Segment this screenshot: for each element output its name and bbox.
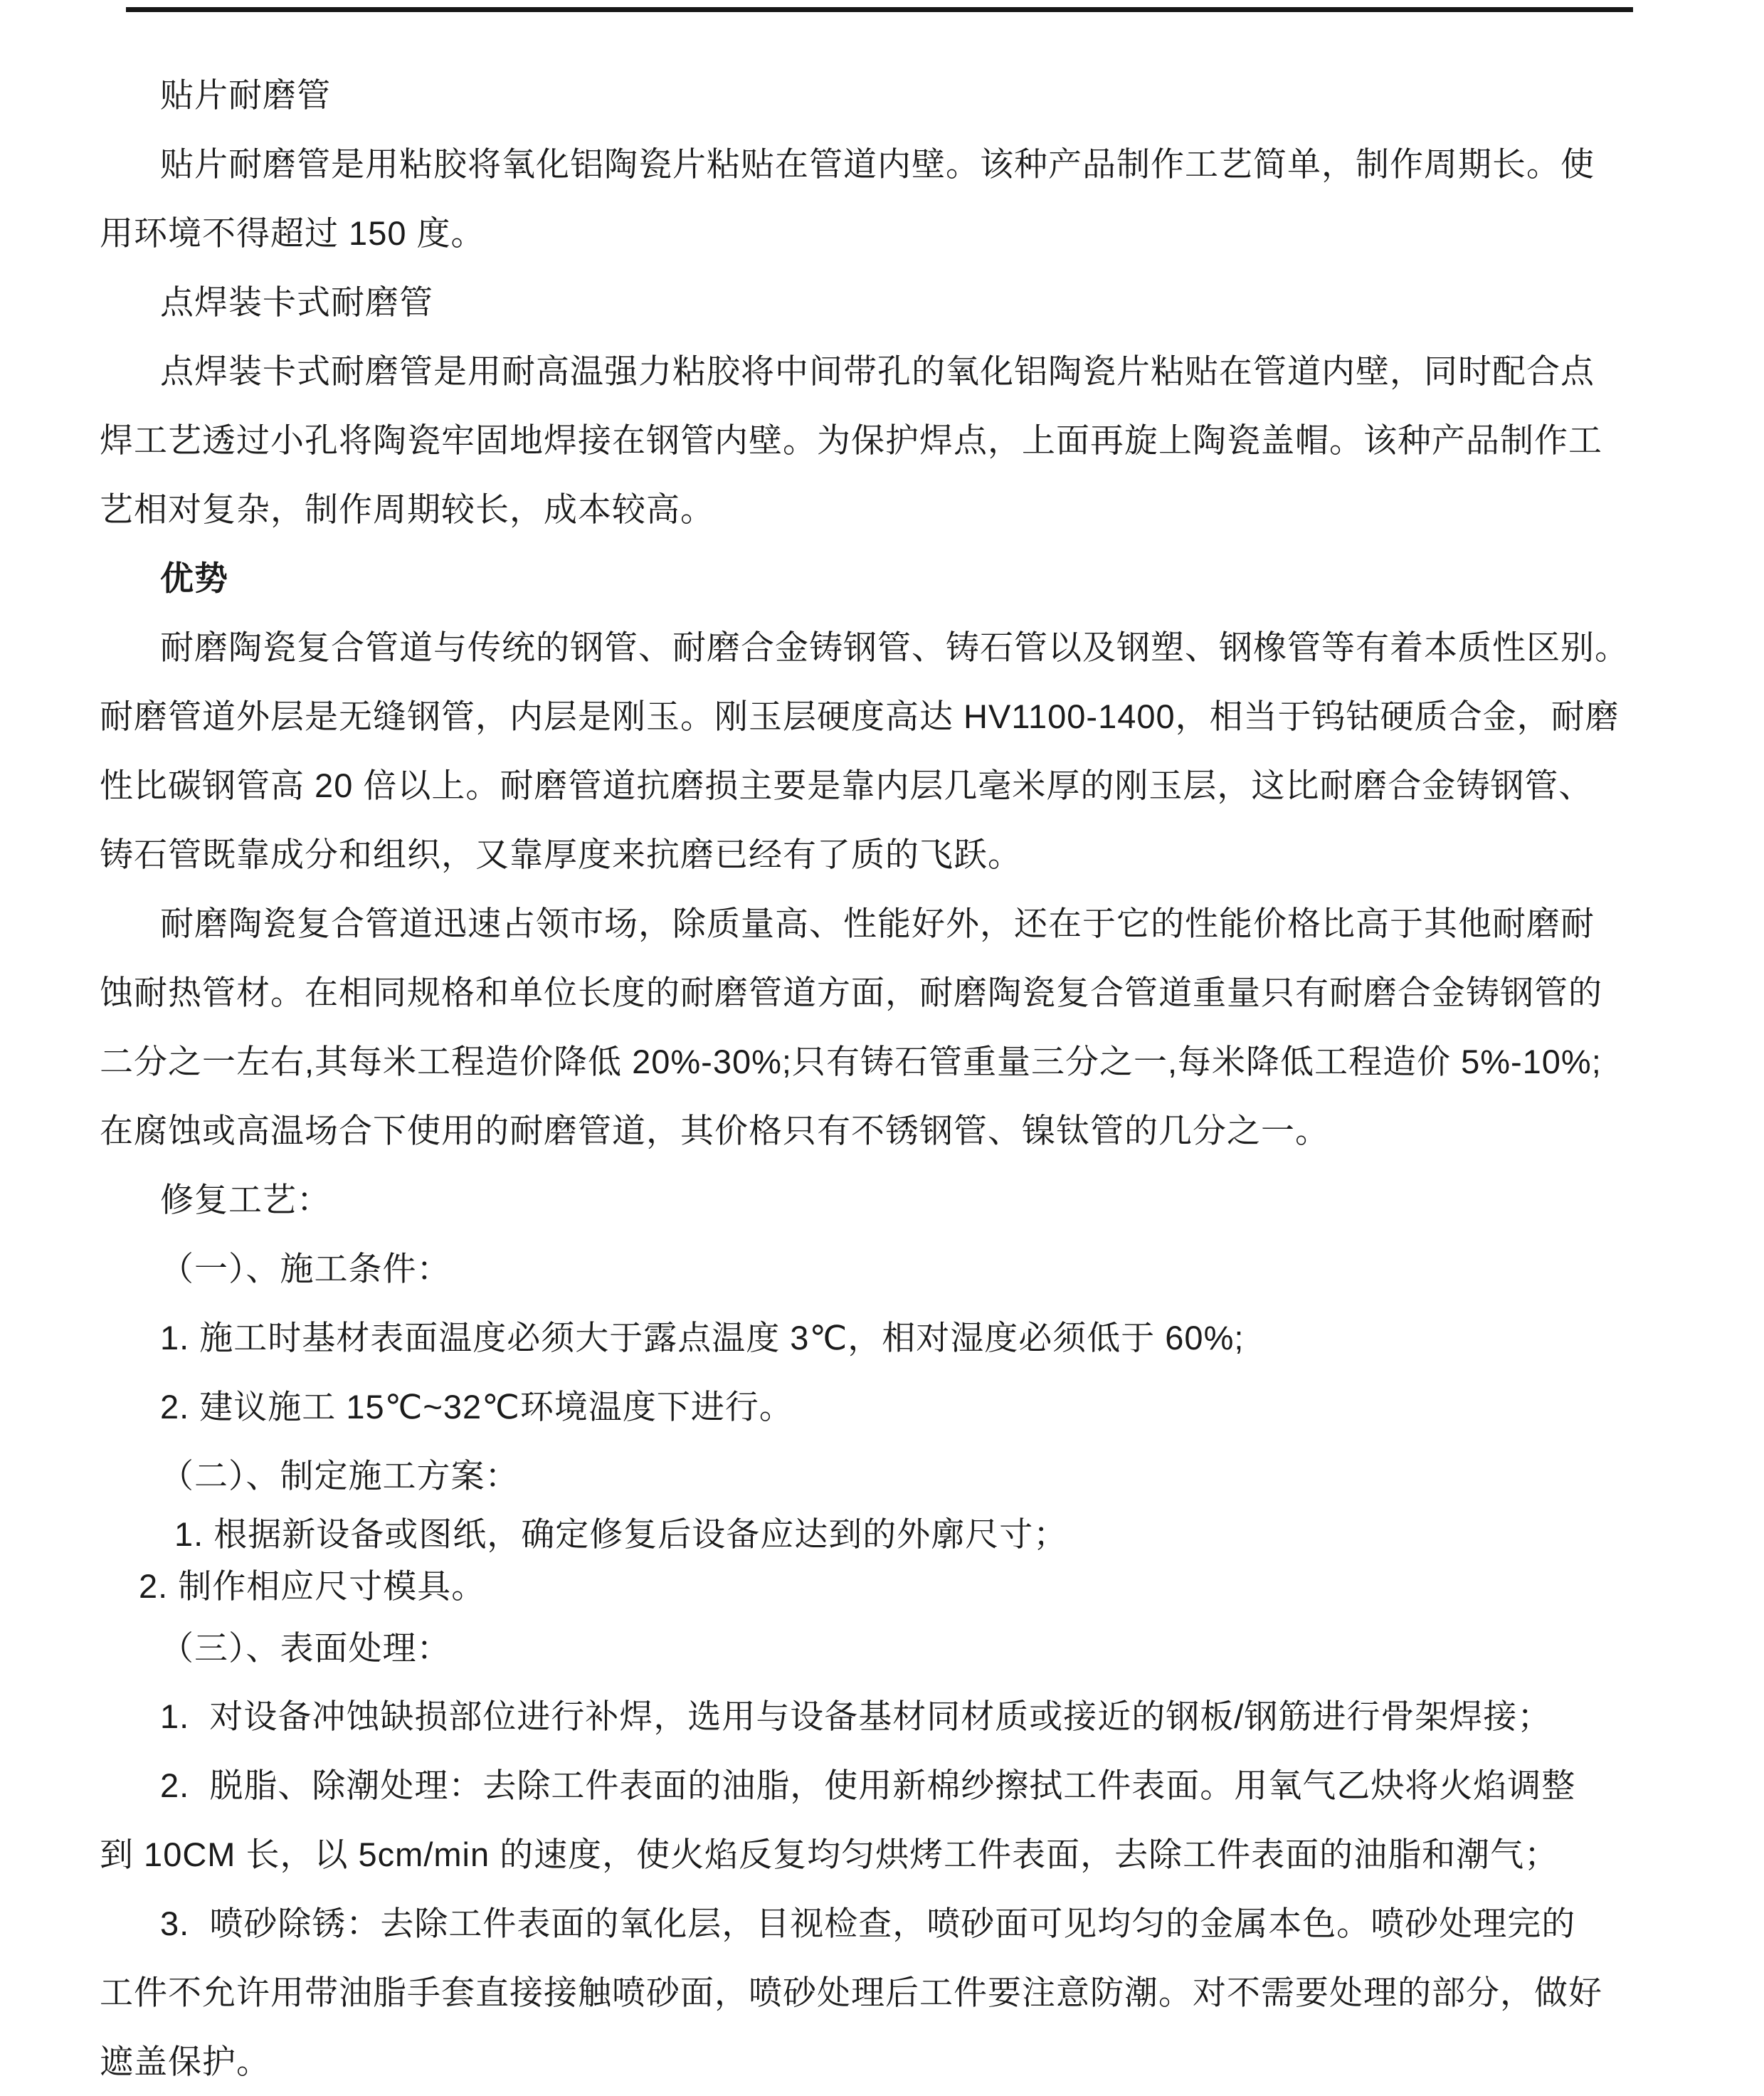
subheading-line: 修复工艺： xyxy=(160,1181,331,1218)
section-heading: 优势 xyxy=(160,559,228,597)
list-item-line: 1. 施工时基材表面温度必须大于露点温度 3℃，相对湿度必须低于 60%; xyxy=(160,1319,1245,1357)
text-line: 耐磨管道外层是无缝钢管，内层是刚玉。刚玉层硬度高达 HV1100-1400，相当于钨钴硬质合金，耐磨 xyxy=(100,697,1620,735)
text-line: 耐磨陶瓷复合管道迅速占领市场，除质量高、性能好外，还在于它的性能价格比高于其他耐磨耐 xyxy=(160,905,1595,942)
text-line: 在腐蚀或高温场合下使用的耐磨管道，其价格只有不锈钢管、镍钛管的几分之一。 xyxy=(100,1112,1329,1149)
text-line: 蚀耐热管材。在相同规格和单位长度的耐磨管道方面，耐磨陶瓷复合管道重量只有耐磨合金铸钢管的 xyxy=(100,974,1602,1011)
text-line: 性比碳钢管高 20 倍以上。耐磨管道抗磨损主要是靠内层几毫米厚的刚玉层，这比耐磨合金铸钢管、 xyxy=(100,767,1593,804)
subheading-line: （一）、施工条件： xyxy=(160,1250,451,1287)
text-line: 焊工艺透过小孔将陶瓷牢固地焊接在钢管内壁。为保护焊点，上面再旋上陶瓷盖帽。该种产品制作工 xyxy=(100,421,1602,459)
list-item-line: 2. 建议施工 15℃~32℃环境温度下进行。 xyxy=(160,1388,793,1426)
text-line: 耐磨陶瓷复合管道与传统的钢管、耐磨合金铸钢管、铸石管以及钢塑、钢橡管等有着本质性区别。 xyxy=(160,628,1629,666)
list-item-line: 1. 对设备冲蚀缺损部位进行补焊，选用与设备基材同材质或接近的钢板/钢筋进行骨架焊接； xyxy=(160,1697,1552,1735)
subheading-line: （三）、表面处理： xyxy=(160,1629,451,1667)
text-line: 工件不允许用带油脂手套直接接触喷砂面，喷砂处理后工件要注意防潮。对不需要处理的部分，做好 xyxy=(100,1974,1602,2011)
subheading-line: （二）、制定施工方案： xyxy=(160,1457,519,1495)
subheading-line: 点焊装卡式耐磨管 xyxy=(160,283,433,321)
list-item-line: 2. 制作相应尺寸模具。 xyxy=(139,1567,486,1605)
list-item-line: 1. 根据新设备或图纸，确定修复后设备应达到的外廓尺寸； xyxy=(174,1515,1068,1553)
text-line: 到 10CM 长，以 5cm/min 的速度，使火焰反复均匀烘烤工件表面，去除工件表面的油脂和潮气； xyxy=(100,1836,1559,1873)
text-line: 二分之一左右,其每米工程造价降低 20%-30%;只有铸石管重量三分之一,每米降低工程造价 5%-10%; xyxy=(100,1043,1602,1080)
text-line: 铸石管既靠成分和组织，又靠厚度来抗磨已经有了质的飞跃。 xyxy=(100,836,1022,873)
list-item-line: 2. 脱脂、除潮处理：去除工件表面的油脂，使用新棉纱擦拭工件表面。用氧气乙炔将火焰调整 xyxy=(160,1766,1576,1804)
text-line: 贴片耐磨管是用粘胶将氧化铝陶瓷片粘贴在管道内壁。该种产品制作工艺简单，制作周期长。使 xyxy=(160,145,1595,183)
subheading-line: 贴片耐磨管 xyxy=(160,76,331,114)
page-header-rule xyxy=(126,7,1633,12)
text-line: 用环境不得超过 150 度。 xyxy=(100,214,485,252)
text-line: 遮盖保护。 xyxy=(100,2043,270,2080)
list-item-line: 3. 喷砂除锈：去除工件表面的氧化层，目视检查，喷砂面可见均匀的金属本色。喷砂处理完的 xyxy=(160,1905,1576,1942)
text-line: 艺相对复杂，制作周期较长，成本较高。 xyxy=(100,490,714,528)
document-body xyxy=(100,60,1674,2096)
text-line: 点焊装卡式耐磨管是用耐高温强力粘胶将中间带孔的氧化铝陶瓷片粘贴在管道内壁，同时配合点 xyxy=(160,352,1595,390)
